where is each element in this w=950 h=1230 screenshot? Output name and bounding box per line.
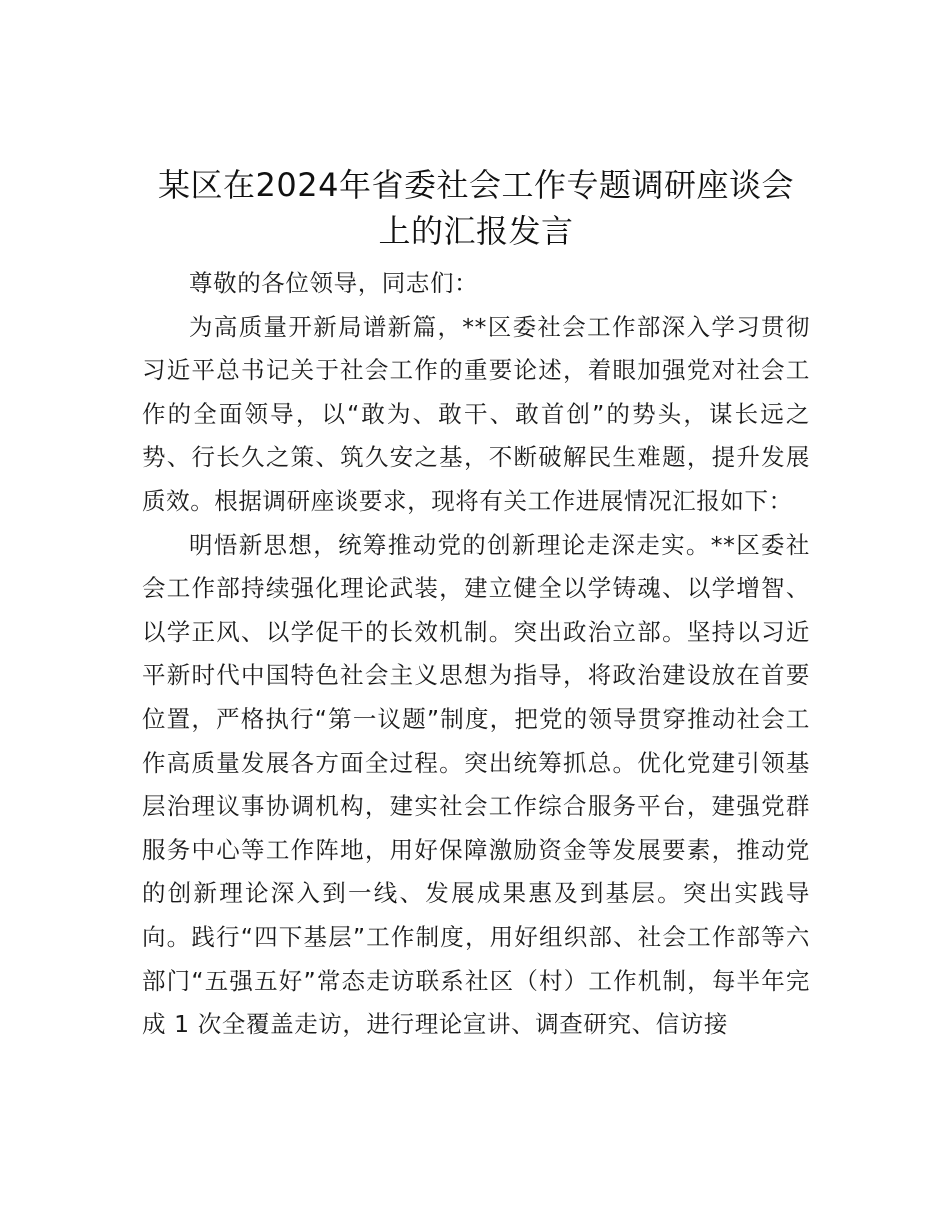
paragraph-theory: 明悟新思想，统筹推动党的创新理论走深走实。**区委社会工作部持续强化理论武装，建立健全以学铸魂、以学增智、以学正风、以学促干的长效机制。突出政治立部。坚持以习近平新时代中国特色社会主义思想为指导，将政治建设放在首要位置，严格执行“第一议题”制度，把党的领导贯穿推动社会工作高质量发展各方面全过程。突出统筹抓总。优化党建引领基层治理议事协调机构，建实社会工作综合服务平台，建强党群服务中心等工作阵地，用好保障激励资金等发展要素，推动党的创新理论深入到一线、发展成果惠及到基层。突出实践导向。践行“四下基层”工作制度，用好组织部、社会工作部等六部门“五强五好”常态走访联系社区（村）工作机制，每半年完成 1 次全覆盖走访，进行理论宣讲、调查研究、信访接 — [142, 530, 810, 1039]
document-body — [142, 262, 810, 1047]
title-line-2: 上的汇报发言 — [378, 212, 574, 250]
greeting: 尊敬的各位领导，同志们： — [189, 269, 479, 297]
title-line-1: 某区在2024年省委社会工作专题调研座谈会 — [158, 166, 794, 204]
paragraph-intro: 为高质量开新局谱新篇，**区委社会工作部深入学习贯彻习近平总书记关于社会工作的重要论述，着眼加强党对社会工作的全面领导，以“敢为、敢干、敢首创”的势头，谋长远之势、行长久之策、筑久安之基，不断破解民生难题，提升发展质效。根据调研座谈要求，现将有关工作进展情况汇报如下： — [142, 312, 810, 515]
document-title — [142, 162, 810, 254]
document-page — [142, 162, 810, 1047]
